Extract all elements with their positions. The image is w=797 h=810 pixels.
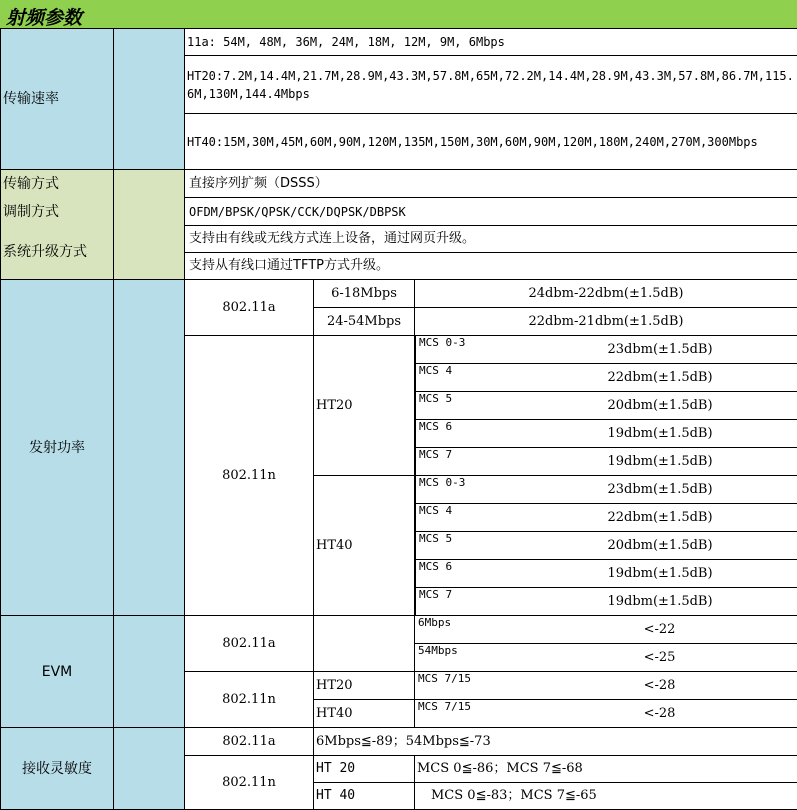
upgrade-web: 支持由有线或无线方式连上设备，通过网页升级。	[185, 226, 797, 253]
power-value: 22dbm(±1.5dB)	[523, 364, 797, 391]
power-ht20-mode: HT20	[314, 336, 415, 476]
transmission-value: 直接序列扩频（DSSS）	[185, 170, 797, 198]
power-value: 19dbm(±1.5dB)	[523, 420, 797, 447]
transmission-spacer	[114, 170, 185, 198]
evm-rate: 6Mbps	[415, 616, 522, 643]
evm-value: <-25	[522, 644, 797, 671]
evm-mcs: MCS 7/15	[415, 700, 522, 727]
power-ht40-cell	[415, 504, 797, 532]
power-label: 发射功率	[1, 280, 114, 616]
evm-label: EVM	[1, 616, 114, 728]
power-ht20-cell	[415, 364, 797, 392]
evm-a-std: 802.11a	[185, 616, 314, 672]
sens-n-mode: HT 20	[314, 756, 415, 783]
upgrade-spacer	[114, 226, 185, 280]
transmission-row	[1, 170, 797, 198]
evm-n-std: 802.11n	[185, 672, 314, 728]
upgrade-tftp: 支持从有线口通过TFTP方式升级。	[185, 253, 797, 280]
power-ht40-cell	[415, 532, 797, 560]
modulation-spacer	[114, 198, 185, 226]
sens-a-std: 802.11a	[185, 728, 314, 756]
evm-spacer	[114, 616, 185, 728]
mcs-label: MCS 4	[415, 364, 523, 391]
power-a-row-1	[1, 280, 797, 308]
power-ht40-cell	[415, 588, 797, 616]
sens-n-std: 802.11n	[185, 756, 314, 810]
power-spacer	[114, 280, 185, 616]
power-value: 19dbm(±1.5dB)	[523, 448, 797, 475]
evm-value: <-28	[522, 672, 797, 699]
power-a-std: 802.11a	[185, 280, 314, 336]
power-ht40-cell	[415, 476, 797, 504]
power-a-rate: 6-18Mbps	[314, 280, 415, 308]
modulation-row	[1, 198, 797, 226]
rate-spacer	[114, 29, 185, 170]
power-value: 23dbm(±1.5dB)	[523, 336, 797, 363]
power-value: 19dbm(±1.5dB)	[523, 560, 797, 587]
power-a-value: 22dbm-21dbm(±1.5dB)	[415, 308, 797, 336]
transmission-label: 传输方式	[1, 170, 114, 198]
power-value: 20dbm(±1.5dB)	[523, 392, 797, 419]
power-value: 23dbm(±1.5dB)	[523, 476, 797, 503]
evm-rate: 54Mbps	[415, 644, 522, 671]
mcs-label: MCS 7	[415, 448, 523, 475]
power-value: 20dbm(±1.5dB)	[523, 532, 797, 559]
rate-label: 传输速率	[1, 29, 114, 170]
evm-n-cell	[415, 672, 797, 700]
section-header	[0, 0, 797, 29]
power-ht40-mode: HT40	[314, 476, 415, 616]
sens-n-value: MCS 0≦-86；MCS 7≦-68	[415, 756, 797, 783]
evm-a-row-1	[1, 616, 797, 644]
upgrade-row-web	[1, 226, 797, 253]
upgrade-label: 系统升级方式	[1, 226, 114, 280]
rate-row-11a	[1, 29, 797, 56]
power-ht20-cell	[415, 420, 797, 448]
power-a-rate: 24-54Mbps	[314, 308, 415, 336]
evm-a-cell	[415, 644, 797, 672]
power-value: 22dbm(±1.5dB)	[523, 504, 797, 531]
evm-n-mode: HT40	[314, 700, 415, 728]
power-ht20-cell	[415, 336, 797, 364]
sensitivity-spacer	[114, 728, 185, 810]
evm-mcs: MCS 7/15	[415, 672, 522, 699]
evm-a-cell	[415, 616, 797, 644]
mcs-label: MCS 5	[415, 532, 523, 559]
rf-parameters-table	[0, 28, 797, 810]
mcs-label: MCS 7	[415, 588, 523, 615]
section-title: 射频参数	[6, 3, 82, 30]
evm-value: <-28	[522, 700, 797, 727]
mcs-label: MCS 0-3	[415, 476, 523, 503]
sens-n-value: MCS 0≦-83；MCS 7≦-65	[415, 783, 797, 810]
evm-value: <-22	[522, 616, 797, 643]
sensitivity-label: 接收灵敏度	[1, 728, 114, 810]
evm-n-cell	[415, 700, 797, 728]
power-ht20-cell	[415, 392, 797, 420]
modulation-value: OFDM/BPSK/QPSK/CCK/DQPSK/DBPSK	[185, 198, 797, 226]
power-ht20-cell	[415, 448, 797, 476]
power-value: 19dbm(±1.5dB)	[523, 588, 797, 615]
mcs-label: MCS 0-3	[415, 336, 523, 363]
sens-n-mode: HT 40	[314, 783, 415, 810]
modulation-label: 调制方式	[1, 198, 114, 226]
rate-11a: 11a: 54M, 48M, 36M, 24M, 18M, 12M, 9M, 6Mbps	[185, 29, 797, 56]
power-ht40-cell	[415, 560, 797, 588]
power-a-value: 24dbm-22dbm(±1.5dB)	[415, 280, 797, 308]
power-n-std: 802.11n	[185, 336, 314, 616]
mcs-label: MCS 5	[415, 392, 523, 419]
mcs-label: MCS 6	[415, 420, 523, 447]
mcs-label: MCS 4	[415, 504, 523, 531]
evm-n-mode: HT20	[314, 672, 415, 700]
rate-ht40: HT40:15M,30M,45M,60M,90M,120M,135M,150M,30M,60M,90M,120M,180M,240M,270M,300Mbps	[185, 114, 797, 170]
evm-a-empty	[314, 616, 415, 672]
mcs-label: MCS 6	[415, 560, 523, 587]
sens-a-row	[1, 728, 797, 756]
rate-ht20: HT20:7.2M,14.4M,21.7M,28.9M,43.3M,57.8M,65M,72.2M,14.4M,28.9M,43.3M,57.8M,86.7M,115.6M,130M,144.4Mbps	[185, 56, 797, 114]
sens-a-value: 6Mbps≦-89；54Mbps≦-73	[314, 728, 797, 756]
